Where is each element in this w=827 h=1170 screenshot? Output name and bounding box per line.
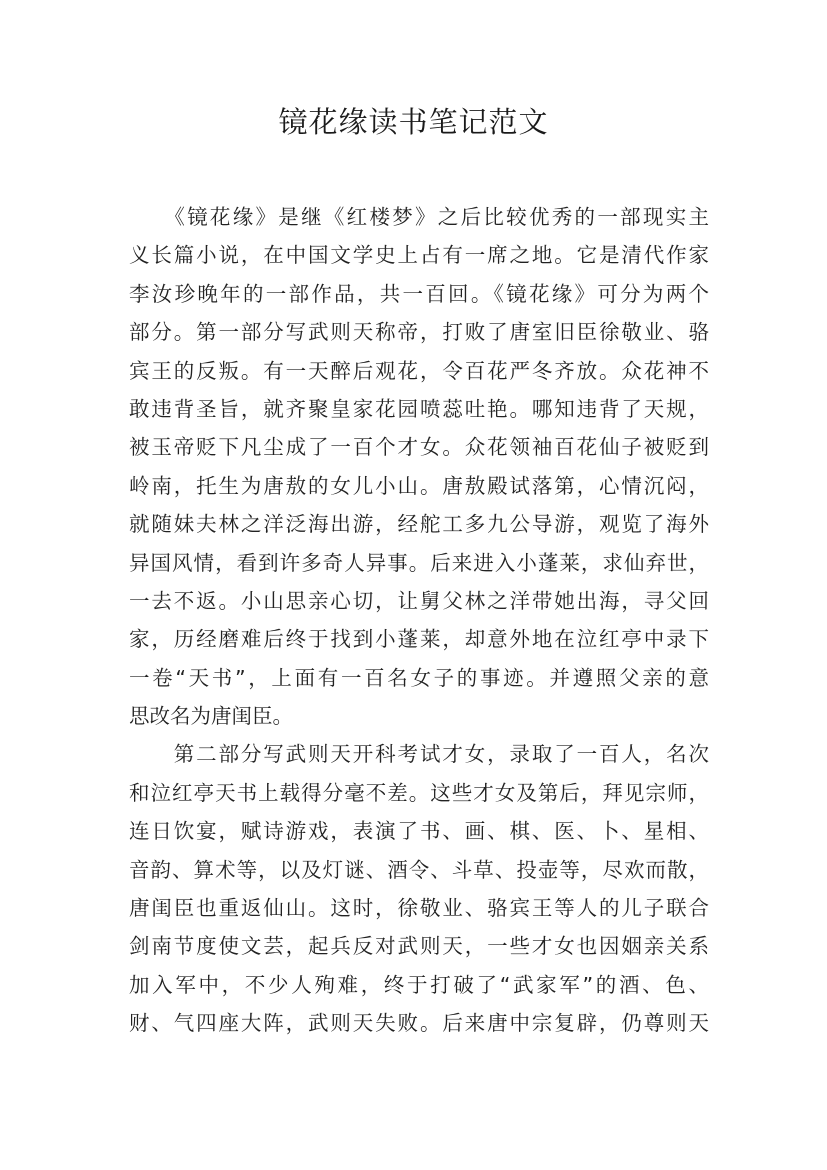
document-title: 镜花缘读书笔记范文	[278, 105, 549, 139]
text-line: 财、气四座大阵，武则天失败。后来唐中宗复辟，仍尊则天	[129, 1011, 709, 1036]
text-line: 一卷“天书”，上面有一百名女子的事迹。并遵照父亲的意	[129, 665, 709, 690]
text-line: 第二部分写武则天开科考试才女，录取了一百人，名次	[129, 742, 709, 767]
text-line: 李汝珍晚年的一部作品，共一百回。《镜花缘》可分为两个	[129, 281, 709, 306]
text-line: 加入军中，不少人殉难，终于打破了“武家军”的酒、色、	[129, 972, 709, 997]
text-line: 被玉帝贬下凡尘成了一百个才女。众花领袖百花仙子被贬到	[129, 435, 709, 460]
text-line: 唐闺臣也重返仙山。这时，徐敬业、骆宾王等人的儿子联合	[129, 896, 709, 921]
text-line: 音韵、算术等，以及灯谜、酒令、斗草、投壶等，尽欢而散，	[129, 857, 709, 882]
text-line: 宾王的反叛。有一天醉后观花，令百花严冬齐放。众花神不	[129, 358, 709, 383]
text-line: 义长篇小说，在中国文学史上占有一席之地。它是清代作家	[129, 243, 709, 268]
paragraph-2	[129, 735, 709, 1042]
text-line: 《镜花缘》是继《红楼梦》之后比较优秀的一部现实主	[129, 205, 709, 229]
text-line: 家，历经磨难后终于找到小蓬莱，却意外地在泣红亭中录下	[129, 627, 709, 652]
text-line: 异国风情，看到许多奇人异事。后来进入小蓬莱，求仙弃世，	[129, 550, 709, 575]
paragraph-1	[129, 198, 709, 735]
text-line: 敢违背圣旨，就齐聚皇家花园喷蕊吐艳。哪知违背了天规，	[129, 396, 709, 421]
text-line: 剑南节度使文芸，起兵反对武则天，一些才女也因姻亲关系	[129, 934, 709, 959]
text-line: 一去不返。小山思亲心切，让舅父林之洋带她出海，寻父回	[129, 588, 709, 613]
text-line: 部分。第一部分写武则天称帝，打败了唐室旧臣徐敬业、骆	[129, 320, 709, 345]
text-line: 和泣红亭天书上载得分毫不差。这些才女及第后，拜见宗师，	[129, 780, 709, 805]
text-line: 连日饮宴，赋诗游戏，表演了书、画、棋、医、卜、星相、	[129, 819, 709, 844]
document-body	[129, 198, 709, 1043]
text-line: 思改名为唐闺臣。	[129, 704, 293, 729]
text-line: 就随妹夫林之洋泛海出游，经舵工多九公导游，观览了海外	[129, 512, 709, 537]
text-line: 岭南，托生为唐敖的女儿小山。唐敖殿试落第，心情沉闷，	[129, 473, 709, 498]
